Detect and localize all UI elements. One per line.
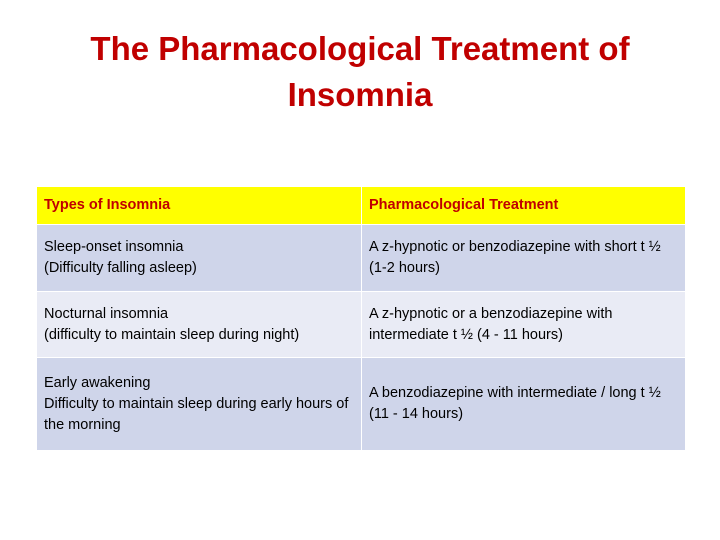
insomnia-type-cell: [37, 358, 362, 451]
table-row: [37, 292, 686, 358]
insomnia-type-description: (difficulty to maintain sleep during night): [44, 326, 300, 343]
treatment-cell: A z-hypnotic or benzodiazepine with short t ½ (1-2 hours): [362, 225, 686, 292]
insomnia-type-description: Difficulty to maintain sleep during early hours of the morning: [44, 395, 349, 433]
treatment-cell: A benzodiazepine with intermediate / long t ½ (11 - 14 hours): [362, 358, 686, 451]
table-row: [37, 358, 686, 451]
insomnia-type-cell: [37, 292, 362, 358]
insomnia-type-description: (Difficulty falling asleep): [44, 260, 197, 276]
insomnia-type-cell: [37, 225, 362, 292]
table-row: [37, 225, 686, 292]
treatment-cell: A z-hypnotic or a benzodiazepine with intermediate t ½ (4 - 11 hours): [362, 292, 686, 358]
header-types-of-insomnia: Types of Insomnia: [37, 187, 362, 225]
slide-title: The Pharmacological Treatment of Insomnia: [90, 30, 630, 113]
insomnia-type-name: Early awakening: [44, 374, 151, 391]
insomnia-type-name: Sleep-onset insomnia: [44, 239, 184, 255]
table-header-row: [37, 187, 686, 225]
insomnia-treatment-table: [36, 186, 686, 451]
header-pharmacological-treatment: Pharmacological Treatment: [362, 187, 686, 225]
insomnia-type-name: Nocturnal insomnia: [44, 305, 169, 322]
